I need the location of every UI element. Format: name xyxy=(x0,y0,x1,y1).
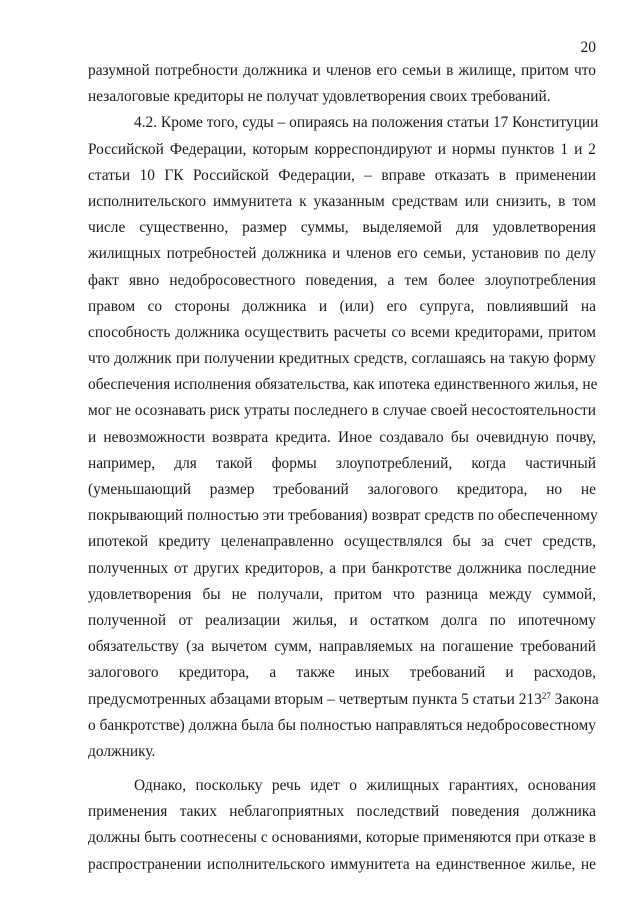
text-line: должны быть соотнесены с основаниями, которые применяются при отказе в xyxy=(88,829,596,847)
text-line: что должник при получении кредитных средств, соглашаясь на такую форму xyxy=(88,350,596,368)
text-line: способность должника осуществить расчеты со всеми кредиторами, притом xyxy=(88,323,596,341)
text-line: факт явно недобросовестного поведения, а тем более злоупотребления xyxy=(88,271,596,289)
text-line: залогового кредитора, а также иных требований и расходов, xyxy=(88,664,596,682)
text-line: полученной от реализации жилья, и остатком долга по ипотечному xyxy=(88,611,596,629)
text-line: мог не осознавать риск утраты последнего в случае своей несостоятельности xyxy=(88,402,596,420)
text-line: обеспечения исполнения обязательства, как ипотека единственного жилья, не xyxy=(88,376,598,394)
text-line: незалоговые кредиторы не получат удовлетворения своих требований. xyxy=(88,88,551,106)
text-line: должнику. xyxy=(88,742,156,760)
paragraph-2 xyxy=(88,110,599,765)
text-line: Однако, поскольку речь идет о жилищных гарантиях, основания xyxy=(134,777,596,795)
paragraph-3 xyxy=(88,773,596,878)
text-line: покрывающий полностью эти требования) возврат средств по обеспеченному xyxy=(88,507,598,525)
text-line: например, для такой формы злоупотреблений, когда частичный xyxy=(88,454,596,472)
text-line: статьи 10 ГК Российской Федерации, – вправе отказать в применении xyxy=(88,166,596,184)
text-line: правом со стороны должника и (или) его супруга, повлиявший на xyxy=(88,297,596,315)
text-line: 4.2. Кроме того, суды – опираясь на положения статьи 17 Конституции xyxy=(134,114,599,132)
text-segment: Закона xyxy=(550,690,599,708)
text-line: (уменьшающий размер требований залогового кредитора, но не xyxy=(88,481,596,498)
superscript-number: 27 xyxy=(541,690,551,701)
text-line: о банкротстве) должна была бы полностью направляться недобросовестному xyxy=(88,716,596,734)
paragraph-spacer xyxy=(88,765,596,773)
text-segment: предусмотренных абзацами вторым – четвертым пункта 5 статьи 213 xyxy=(88,690,542,708)
document-body xyxy=(88,58,599,878)
text-line: ипотекой кредиту целенаправленно осуществлялся бы за счет средств, xyxy=(88,533,596,551)
text-line: исполнительского иммунитета к указанным средствам или снизить, в том xyxy=(88,192,596,210)
text-line: и невозможности возврата кредита. Иное создавало бы очевидную почву, xyxy=(88,428,596,446)
text-line: числе существенно, размер суммы, выделяемой для удовлетворения xyxy=(88,219,596,237)
text-line: удовлетворения бы не получали, притом что разница между суммой, xyxy=(88,585,596,603)
text-line-with-footnote xyxy=(88,687,599,713)
page-number: 20 xyxy=(580,39,596,56)
text-line: разумной потребности должника и членов его семьи в жилище, притом что xyxy=(88,62,596,79)
text-line: жилищных потребностей должника и членов его семьи, установив по делу xyxy=(88,245,596,263)
text-line: распространении исполнительского иммунитета на единственное жилье, не xyxy=(88,855,596,873)
text-line: Российской Федерации, которым корреспондируют и нормы пунктов 1 и 2 xyxy=(88,140,596,158)
text-line: применения таких неблагоприятных последствий поведения должника xyxy=(88,803,596,821)
text-line: обязательству (за вычетом сумм, направляемых на погашение требований xyxy=(88,638,596,656)
paragraph-1 xyxy=(88,58,596,110)
text-line: полученных от других кредиторов, а при банкротстве должника последние xyxy=(88,559,596,577)
